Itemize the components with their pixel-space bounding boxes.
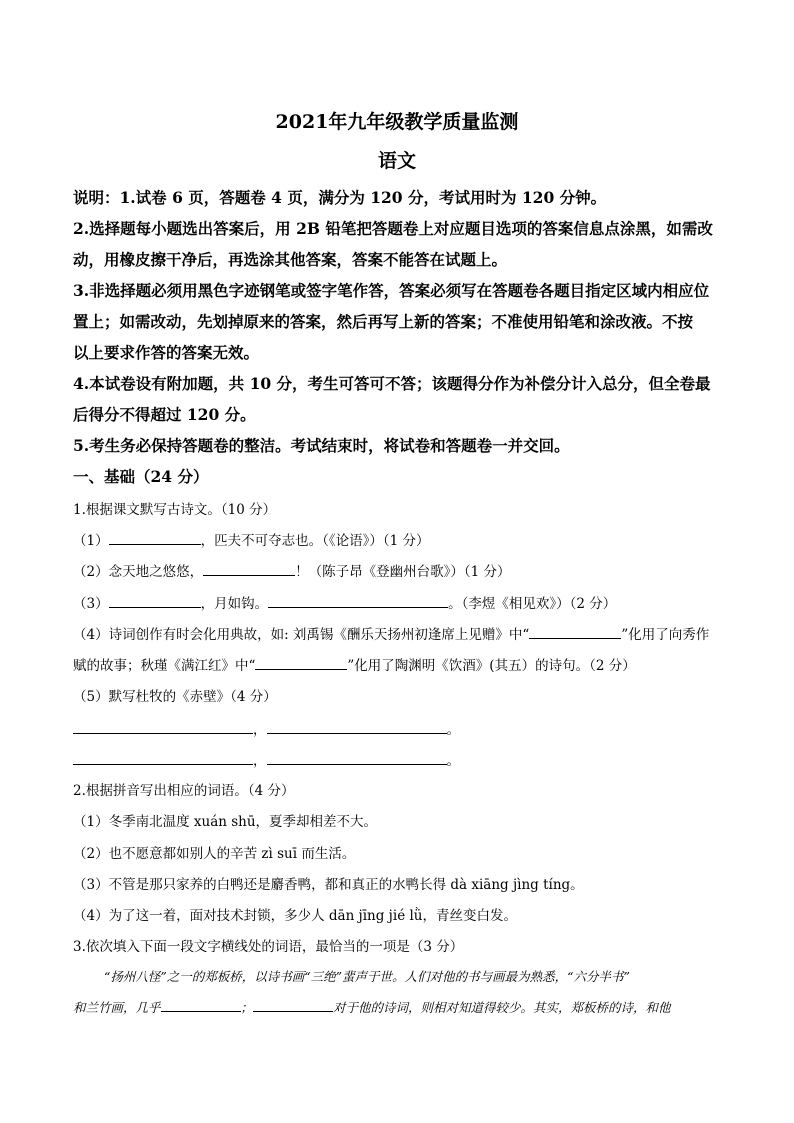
question-2-stem: 2.根据拼音写出相应的词语。（4 分） (73, 783, 295, 799)
question-1-part-4-cont (73, 654, 636, 674)
question-1-stem: 1.根据课文默写古诗文。（10 分） (73, 502, 277, 518)
part-text: 赋的故事；秋瑾《满江红》中“ (73, 658, 256, 674)
answer-blank[interactable] (73, 751, 253, 765)
part-text: ”化用了向秀作 (621, 627, 710, 643)
instruction-line: 动，用橡皮擦干净后，再选涂其他答案，答案不能答在试题上。 (73, 250, 508, 269)
answer-blank[interactable] (255, 656, 347, 670)
question-1-part-5: （5）默写杜牧的《赤壁》（4 分） (73, 689, 277, 705)
instruction-line: 说明：1.试卷 6 页，答题卷 4 页，满分为 120 分，考试用时为 120 分钟。 (73, 188, 607, 207)
part-text: ，月如钩。 (200, 596, 269, 612)
part-label: （3） (73, 596, 109, 612)
answer-blank[interactable] (73, 720, 253, 734)
period: 。 (446, 753, 460, 769)
subject-title: 语文 (377, 150, 416, 172)
question-1-part-3 (73, 592, 616, 612)
answer-line-row (73, 718, 460, 738)
question-3-stem: 3.依次填入下面一段文字横线处的词语，最恰当的一项是（3 分） (73, 939, 464, 955)
question-2-item: （1）冬季南北温度 xuán shū，夏季却相差不大。 (73, 814, 378, 830)
instruction-line: 3.非选择题必须用黑色字迹钢笔或签字笔作答，答案必须写在答题卷各题目指定区域内相应位 (73, 281, 710, 300)
part-text: 。（李煜《相见欢》）（2 分） (448, 596, 617, 612)
answer-blank[interactable] (529, 625, 621, 639)
part-text: ！（陈子昂《登幽州台歌》）（1 分） (295, 564, 511, 580)
question-2-item: （2）也不愿意都如别人的辛苦 zì suī 而生活。 (73, 846, 356, 862)
passage-text: 和兰竹画，几乎 (73, 1000, 161, 1015)
instruction-line: 5.考生务必保持答题卷的整洁。考试结束时，将试卷和答题卷一并交回。 (73, 436, 570, 455)
question-1-part-2 (73, 560, 510, 580)
instruction-line: 4.本试卷设有附加题，共 10 分，考生可答可不答；该题得分作为补偿分计入总分，但全卷最 (73, 374, 711, 393)
comma: ， (253, 722, 267, 738)
part-text: （2）念天地之悠悠， (73, 564, 204, 580)
part-text: ，匹夫不可夺志也。（《论语》）（1 分） (200, 533, 430, 549)
instruction-line: 以上要求作答的答案无效。 (73, 343, 260, 362)
part-text: ”化用了陶渊明《饮酒》(其五）的诗句。（2 分） (347, 658, 636, 674)
comma: ， (253, 753, 267, 769)
question-3-passage-line: “扬州八怪”之一的郑板桥，以诗书画“三绝”蜚声于世。人们对他的书与画最为熟悉，“六分半书” (104, 969, 630, 984)
answer-blank[interactable] (267, 720, 447, 734)
question-2-item: （4）为了这一着，面对技术封锁，多少人 dān jīng jié lǜ，青丝变白发。 (73, 908, 517, 924)
exam-title: 2021年九年级教学质量监测 (275, 111, 519, 133)
part-text: （4）诗词创作有时会化用典故，如: 刘禹锡《酬乐天扬州初逢席上见赠》中“ (73, 627, 530, 643)
answer-blank[interactable] (253, 998, 333, 1012)
question-3-passage-line (73, 998, 671, 1016)
answer-blank[interactable] (267, 751, 447, 765)
instruction-line: 后得分不得超过 120 分。 (73, 405, 256, 424)
question-2-item: （3）不管是那只家养的白鸭还是麝香鸭，都和真正的水鸭长得 dà xiāng jìng tíng。 (73, 877, 584, 893)
question-1-part-1 (73, 529, 429, 549)
passage-text: ； (240, 1000, 254, 1015)
answer-line-row (73, 749, 460, 769)
question-1-part-4 (73, 623, 709, 643)
part-label: （1） (73, 533, 109, 549)
section-heading: 一、基础（24 分） (73, 467, 209, 486)
answer-blank[interactable] (109, 594, 201, 608)
answer-blank[interactable] (161, 998, 241, 1012)
answer-blank[interactable] (109, 531, 201, 545)
answer-blank[interactable] (268, 594, 448, 608)
instruction-line: 2.选择题每小题选出答案后，用 2B 铅笔把答题卷上对应题目选项的答案信息点涂黑，如需改 (73, 219, 713, 238)
instruction-line: 置上；如需改动，先划掉原来的答案，然后再写上新的答案；不准使用铅笔和涂改液。不按 (73, 312, 694, 331)
passage-text: 对于他的诗词，则相对知道得较少。其实，郑板桥的诗，和他 (333, 1000, 671, 1015)
period: 。 (446, 722, 460, 738)
answer-blank[interactable] (203, 562, 295, 576)
